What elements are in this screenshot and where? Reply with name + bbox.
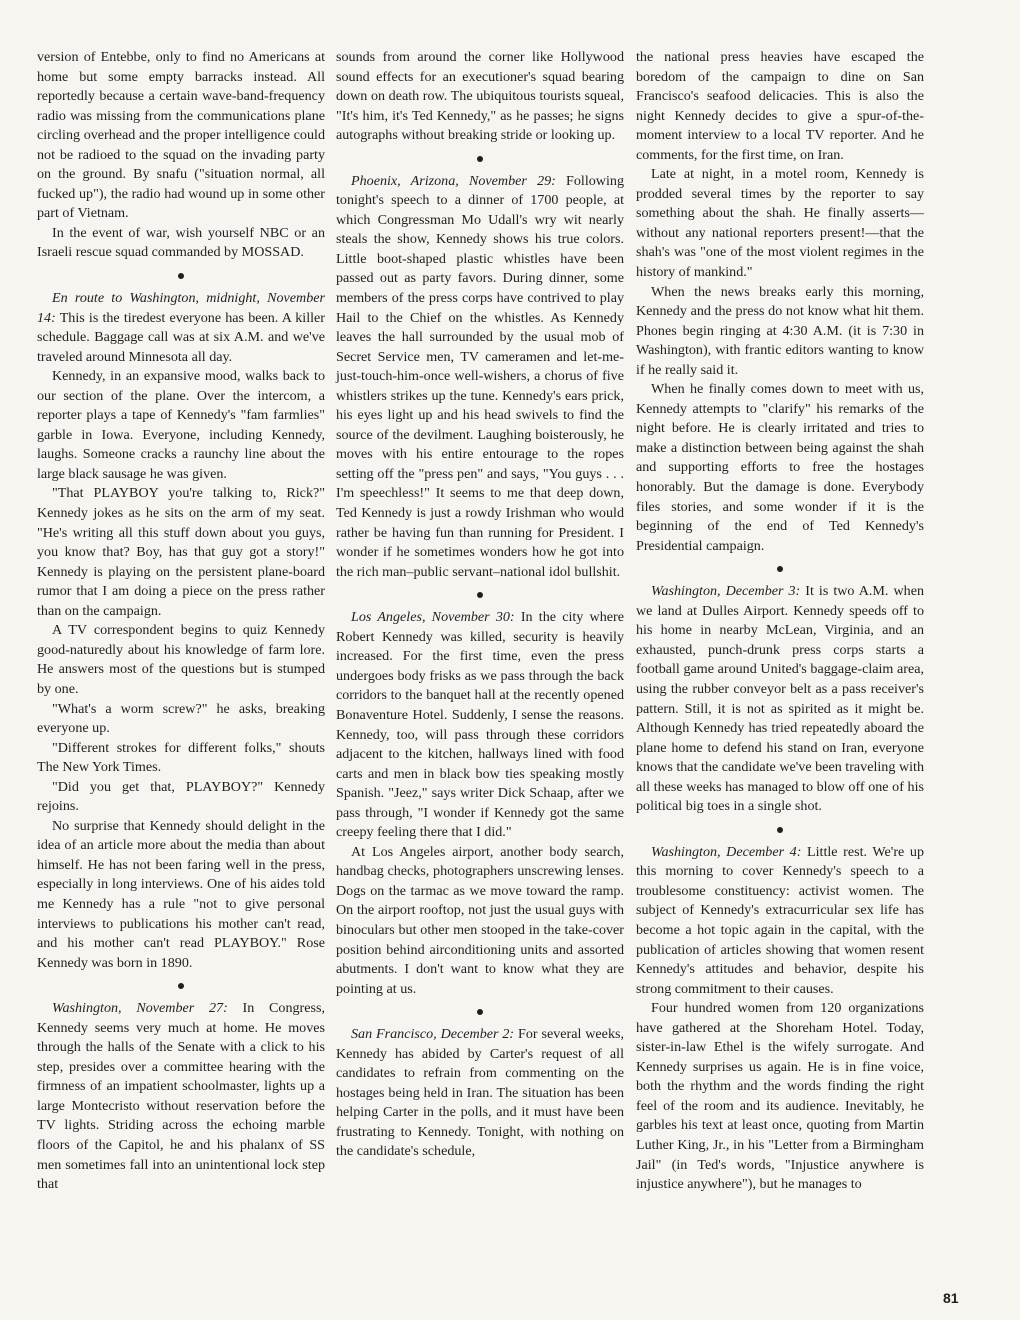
body-paragraph: [336, 843, 624, 999]
paragraph-text: "Different strokes for different folks," shouts The New York Times.: [37, 739, 325, 776]
section-separator: [336, 588, 624, 600]
text-column-3: [636, 48, 924, 1195]
body-paragraph: [37, 48, 325, 224]
paragraph-text: In the event of war, wish yourself NBC or an Israeli rescue squad commanded by MOSSAD.: [37, 224, 325, 261]
dated-entry-paragraph: [636, 843, 924, 999]
paragraph-text: No surprise that Kennedy should delight in the idea of an article more about the media than about himself. He has not been faring well in the press, especially in long interviews. One of his aides told me Kennedy has a rule "not to give personal interviews to publications his mother can't read, and his mother can't read PLAYBOY." Rose Kennedy was born in 1890.: [37, 817, 325, 971]
text-column-1: [37, 48, 325, 1195]
paragraph-text: Late at night, in a motel room, Kennedy is prodded several times by the reporter to say something about the shah. He finally asserts—without any national reporters present!—that the shah's was "one of the most violent regimes in the history of mankind.": [636, 166, 924, 281]
section-separator: [336, 1005, 624, 1017]
dated-entry-paragraph: [336, 608, 624, 843]
paragraph-text: In the city where Robert Kennedy was killed, security is heavily increased. For the first time, even the press undergoes body frisks as we pass through the back corridors to the banquet hall at the recently opened Bonaventure Hotel. Suddenly, I sense the reasons. Kennedy, too, will pass through these corridors adjacent to the kitchen, hallways lined with food carts and men in black bow ties speaking mostly Spanish. "Jeez," says writer Dick Schaap, after we pass through, "I wonder if Kennedy got the same creepy feeling there that I did.": [336, 609, 624, 841]
paragraph-text: A TV correspondent begins to quiz Kennedy good-naturedly about his knowledge of farm lore. He answers most of the questions but is stumped by one.: [37, 622, 325, 697]
paragraph-text: "What's a worm screw?" he asks, breaking everyone up.: [37, 700, 325, 737]
body-paragraph: [636, 999, 924, 1194]
paragraph-text: This is the tiredest everyone has been. A killer schedule. Baggage call was at six A.M. and we've traveled around Minnesota all day.: [37, 309, 325, 365]
dated-entry-paragraph: [37, 289, 325, 367]
body-paragraph: [37, 700, 325, 739]
dated-entry-paragraph: [336, 172, 624, 582]
dateline: Washington, November 27:: [52, 1000, 228, 1017]
section-separator: [37, 979, 325, 991]
paragraph-text: "That PLAYBOY you're talking to, Rick?" Kennedy jokes as he sits on the arm of my seat. "He's writing all this stuff down about you guys, you know that? Boy, has that guy got a story!" Kennedy is playing on the persistent plane-board rumor that I am doing a piece on the press rather than on the campaign.: [37, 485, 325, 619]
section-separator: [636, 562, 924, 574]
paragraph-text: At Los Angeles airport, another body search, handbag checks, photographers unscrewing lenses. Dogs on the tarmac as we move toward the ramp. On the airport rooftop, not just the usual guys with binoculars but other men stooped in the take-cover position behind airconditioning units and assorted abutments. I don't want to know what they are pointing at us.: [336, 843, 624, 997]
paragraph-text: When the news breaks early this morning, Kennedy and the press do not know what hit them. Phones begin ringing at 4:30 A.M. (it is 7:30 in Washington), with frantic editors wanting to know if he really said it.: [636, 283, 924, 378]
body-paragraph: [37, 817, 325, 973]
dateline: Phoenix, Arizona, November 29:: [351, 172, 556, 189]
text-column-2: [336, 48, 624, 1162]
body-paragraph: [37, 484, 325, 621]
paragraph-text: sounds from around the corner like Hollywood sound effects for an executioner's squad bearing down on death row. The ubiquitous tourists squeal, "It's him, it's Ted Kennedy," as he passes; he signs autographs without breaking stride or looking up.: [336, 49, 624, 144]
section-separator: [636, 823, 924, 835]
dateline: San Francisco, December 2:: [351, 1026, 515, 1043]
paragraph-text: For several weeks, Kennedy has abided by Carter's request of all candidates to refrain from commenting on the hostages being held in Iran. The situation has been helping Carter in the polls, and it must have been frustrating to Kennedy. Tonight, with nothing on the candidate's schedule,: [336, 1026, 624, 1160]
body-paragraph: [37, 621, 325, 699]
paragraph-text: Following tonight's speech to a dinner of 1700 people, at which Congressman Mo Udall's wry wit nearly steals the show, Kennedy shows his true colors. Little boot-shaped plastic whistles have been passed out as party favors. During dinner, some members of the press corps have contrived to play Hail to the Chief on the whistles. As Kennedy leaves the hall surrounded by the usual mob of Secret Service men, TV cameramen and let-me-just-touch-him-once well-wishers, a chorus of five whistlers strikes up the tune. Kennedy's ears prick, his eyes light up and his head swivels to find the source of the devilment. Laughing boisterously, he moves with his entire entourage to the ropes setting off the "press pen" and says, "You guys . . . I'm speechless!" It seems to me that deep down, Ted Kennedy is just a rowdy Irishman who would rather be having fun than running for President. I wonder if he sometimes wonders how he got into the rich man–public servant–national idol bullshit.: [336, 172, 624, 580]
paragraph-text: version of Entebbe, only to find no Americans at home but some empty barracks instead. All reportedly because a certain wave-band-frequency radio was missing from the communications plane circling overhead and the proper intelligence could not be radioed to the squad on the invading party on the ground. By snafu ("situation normal, all fucked up"), the radio had wound up in some other part of Vietnam.: [37, 49, 325, 222]
paragraph-text: Little rest. We're up this morning to cover Kennedy's speech to a troublesome constituency: activist women. The subject of Kennedy's extracurricular sex life has become a hot topic again in the capital, with the publication of articles showing that women resent Kennedy's attitudes and behavior, despite his strong commitment to their causes.: [636, 843, 924, 997]
dateline: Washington, December 3:: [651, 583, 801, 600]
dated-entry-paragraph: [336, 1025, 624, 1162]
section-separator: [336, 152, 624, 164]
paragraph-text: Kennedy, in an expansive mood, walks back to our section of the plane. Over the intercom, a reporter plays a tape of Kennedy's "fam farmlies" garble in Iowa. Everyone, including Kennedy, laughs. Someone cracks a raunchy line about the large black sausage he was given.: [37, 368, 325, 482]
body-paragraph: [37, 224, 325, 263]
body-paragraph: [636, 283, 924, 381]
page-number: 81: [943, 1290, 959, 1306]
body-paragraph: [37, 739, 325, 778]
dated-entry-paragraph: [636, 582, 924, 817]
dateline: Los Angeles, November 30:: [351, 609, 515, 626]
dated-entry-paragraph: [37, 999, 325, 1194]
paragraph-text: Four hundred women from 120 organizations have gathered at the Shoreham Hotel. Today, sister-in-law Ethel is the wifely surrogate. And Kennedy surprises us again. He is in fine voice, both the rhythm and the words finding the right feel of the room and its audience. Inevitably, he garbles his text at least once, quoting from Martin Luther King, Jr., in his "Letter from a Birmingham Jail" (in Ted's words, "Injustice anywhere is injustice anywhere"), but he manages to: [636, 1000, 924, 1193]
dateline: En route to Washington, midnight, November 14:: [37, 290, 325, 326]
paragraph-text: It is two A.M. when we land at Dulles Airport. Kennedy speeds off to his home in nearby McLean, Virginia, and an exhausted, punch-drunk press corps starts a football game around United's baggage-claim area, using the rubber conveyor belt as a pass receiver's pattern. Still, it is not as spirited as it might be. Although Kennedy has tried repeatedly aboard the plane home to defend his stand on Iran, everyone knows that the candidate we've been traveling with all these weeks has managed to blow off one of his political big toes in a single shot.: [636, 583, 925, 815]
paragraph-text: When he finally comes down to meet with us, Kennedy attempts to "clarify" his remarks of the night before. He is clearly irritated and tries to make a distinction between being against the shah and supporting efforts to free the hostages honorably. But the damage is done. Everybody files stories, and some wonder if it is the beginning of the end of Ted Kennedy's Presidential campaign.: [636, 381, 924, 554]
dateline: Washington, December 4:: [651, 843, 802, 860]
body-paragraph: [636, 165, 924, 282]
body-paragraph: [37, 778, 325, 817]
body-paragraph: [336, 48, 624, 146]
section-separator: [37, 269, 325, 281]
paragraph-text: In Congress, Kennedy seems very much at home. He moves through the halls of the Senate with a click to his step, presides over a committee hearing with the firmness of an impatient schoolmaster, lights up a large Montecristo without reservation before the TV lights. Striding across the echoing marble floors of the Capitol, he and his phalanx of SS men sometimes fall into an unintentional lock step that: [37, 1000, 326, 1193]
body-paragraph: [636, 48, 924, 165]
paragraph-text: "Did you get that, PLAYBOY?" Kennedy rejoins.: [37, 778, 325, 815]
paragraph-text: the national press heavies have escaped the boredom of the campaign to dine on San Francisco's seafood delicacies. This is also the night Kennedy decides to give a spur-of-the-moment interview to a local TV reporter. And he comments, for the first time, on Iran.: [636, 49, 924, 163]
body-paragraph: [636, 380, 924, 556]
body-paragraph: [37, 367, 325, 484]
